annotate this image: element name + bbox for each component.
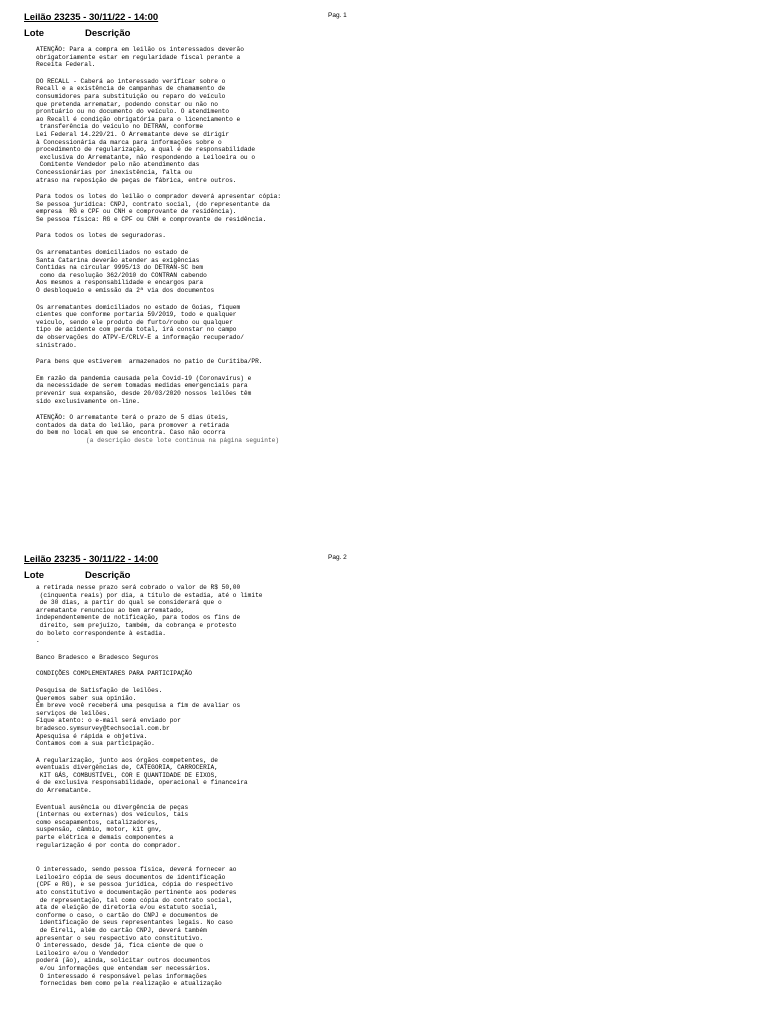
paragraph-atencao-fiscal: ATENÇÃO: Para a compra em leilão os interessados deverão obrigatoriamente estar em regularidade fiscal perante a Receita Federal. <box>36 46 244 69</box>
column-header-lote: Lote <box>24 570 45 581</box>
paragraph-covid: Em razão da pandemia causada pela Covid-19 (Coronavírus) e da necessidade de serem tomadas medidas emergenciais para prevenir sua expansão, desde 20/03/2020 nossos leilões têm sido exclusivamente on-line. <box>36 374 252 405</box>
lot-description-continued <box>36 584 336 997</box>
column-header-descricao: Descrição <box>85 28 131 39</box>
paragraph-prazo-retirada: ATENÇÃO: O arrematante terá o prazo de 5 dias úteis, contados da data do leilão, para promover a retirada do bem no local em que se encontra. Caso não ocorra <box>36 414 230 437</box>
paragraph-curitiba: Para bens que estiverem armazenados no patio de Curitiba/PR. <box>36 358 263 366</box>
paragraph-pecas: Eventual ausência ou divergência de peças (internas ou externas) dos veículos, tais como escapamentos, catalizadores, suspensão, câmbio, motor, kit gnv, parte elétrica e demais componentes a regularização é por conta do comprador. <box>36 803 189 849</box>
lot-description <box>36 46 336 445</box>
column-header-lote: Lote <box>24 28 45 39</box>
paragraph-pesquisa: Pesquisa de Satisfação de leilões. Queremos saber sua opinião. Em breve você receberá uma pesquisa a fim de avaliar os serviços de leilões. Fique atento: o e-mail será enviado por bradesco.symsurvey@techsocial.com.br Apesquisa é rápida e objetiva. Contamos com a sua participação. <box>36 686 241 748</box>
paragraph-documentacao: O interessado, sendo pessoa física, deverá fornecer ao Leiloeiro cópia de seus documentos de identificação (CPF e RG), e se pessoa jurídica, cópia do respectivo ato constitutivo e documentação pertinente aos poderes de representação, tal como cópia do contrato social, ata de eleição de diretoria e/ou estatuto social, conforme o caso, o cartão do CNPJ e documentos de identificação de seus representantes legais. No caso de Eireli, além do cartão CNPJ, deverá também apresentar o seu respectivo ato constitutivo. O interessado, desde já, fica ciente de que o Leiloeiro e/ou o Vendedor poderá (ão), ainda, solicitar outros documentos e/ou informações que entendam ser necessários. O interessado é responsável pelas informações fornecidas bem como pela realização e atualização <box>36 866 237 988</box>
page-number: Pag. 2 <box>328 554 347 561</box>
paragraph-documentos: Para todos os lotes do leilão o comprador deverá apresentar cópia: Se pessoa jurídica: CNPJ, contrato social, (do representante da empresa RG e CPF ou CNH e comprovante de residência). Se pessoa física: RG e CPF ou CNH e comprovante de residência. <box>36 193 282 223</box>
paragraph-santa-catarina: Os arrematantes domiciliados no estado de Santa Catarina deverão atender as exigências Contidas na circular 9995/13 do DETRAN-SC bem como da resolução 362/2010 do CONTRAN cabendo Aos mesmos a responsabilidade e encargos para O desbloqueio e emissão da 2ª via dos documentos <box>36 249 215 295</box>
column-header-descricao: Descrição <box>85 570 131 581</box>
spacer <box>36 858 336 866</box>
paragraph-goias: Os arrematantes domiciliados no estado de Goias, fiquem cientes que conforme portaria 59/2019, todo e qualquer veiculo, sendo ele produto de furto/roubo ou qualquer tipo de acidente com perda total, irá constar no campo de observações do ATPV-E/CRLV-E a informação recuperado/ sinistrado. <box>36 303 244 349</box>
paragraph-bradesco: Banco Bradesco e Bradesco Seguros <box>36 653 159 661</box>
auction-header: Leilão 23235 - 30/11/22 - 14:00 <box>24 12 159 23</box>
paragraph-estadia: a retirada nesse prazo será cobrado o valor de R$ 50,00 (cinquenta reais) por dia, a título de estadia, até o limite de 30 dias, a partir do qual se considerará que o arrematante renunciou ao bem arrematado, independentemente de notificação, para todos os fins de direito, sem prejuízo, também, da cobrança e protesto do boleto correspondente à estadia. . <box>36 584 263 645</box>
paragraph-recall: DO RECALL - Caberá ao interessado verificar sobre o Recall e a existência de campanhas de chamamento de consumidores para substituição ou reparo do veículo que pretenda arrematar, podendo constar ou não no prontuário ou no documento do veículo. O atendimento ao Recall é condição obrigatória para o licenciamento e transferência do veículo no DETRAN, conforme Lei Federal 14.229/21. O Arrematante deve se dirigir à Concessionária da marca para informações sobre o procedimento de regularização, a qual é de responsabilidade exclusiva do Arrematante, não respondendo a Leiloeira ou o Comitente Vendedor pelo não atendimento das Concessionárias por inexistência, falta ou atraso na reposição de peças de fábrica, entre outros. <box>36 77 256 184</box>
paragraph-regularizacao: A regularização, junto aos órgãos competentes, de eventuais divergências de, CATEGORIA, CARROCERIA, KIT GÁS, COMBUSTÍVEL, COR E QUANTIDADE DE EIXOS, é de exclusiva responsabilidade, operacional e financeira do Arrematante. <box>36 756 248 795</box>
continued-note: (a descrição deste lote continua na página seguinte) <box>86 436 280 444</box>
paragraph-seguradoras: Para todos os lotes de seguradoras. <box>36 232 166 240</box>
page-number: Pag. 1 <box>328 12 347 19</box>
paragraph-condicoes: CONDIÇÕES COMPLEMENTARES PARA PARTICIPAÇÃO <box>36 670 192 678</box>
auction-header: Leilão 23235 - 30/11/22 - 14:00 <box>24 554 159 565</box>
